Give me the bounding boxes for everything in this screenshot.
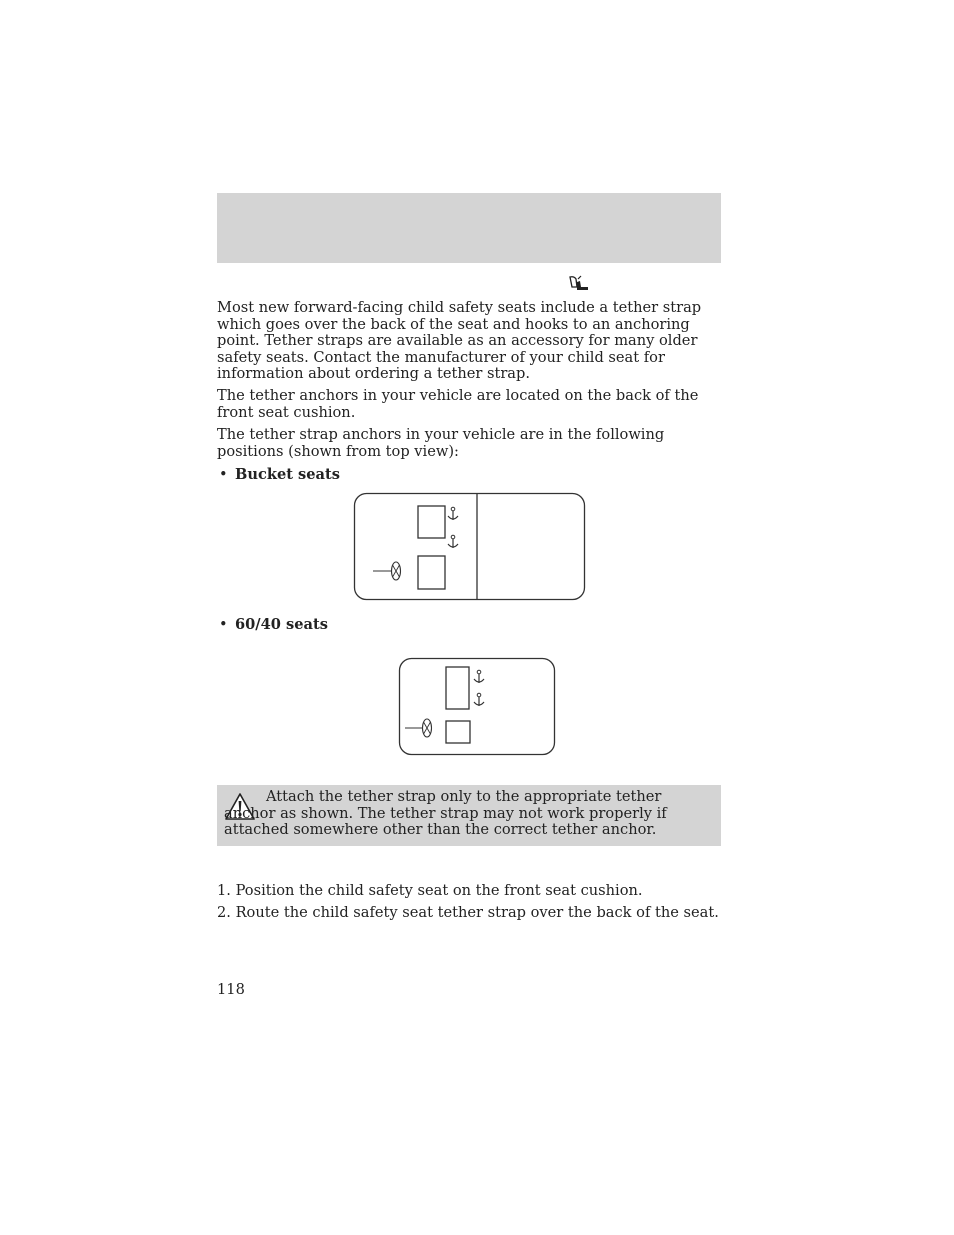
intro-paragraph: Most new forward-facing child safety seats include a tether strap which goes over the back of the seat and hooks to an anchoring point. Tether straps are available as an accessory for many older safety seats. Contact the manufacturer of your child seat for information about ordering a tether strap. [217,299,702,382]
anchor-location-paragraph: The tether anchors in your vehicle are located on the back of the front seat cushion. [217,387,699,421]
seat-left-front [418,556,445,589]
bullet-bucket-seats [219,466,340,483]
warning-text: Attach the tether strap only to the appropriate tether anchor as shown. The tether strap may not work properly if attached somewhere other than the correct tether anchor. [224,788,667,838]
child-seat-icon [568,275,590,293]
seat-left-front [446,721,470,743]
positions-paragraph: The tether strap anchors in your vehicle are in the following positions (shown from top view): [217,426,665,460]
step-2: 2. Route the child safety seat tether strap over the back of the seat. [217,904,719,921]
6040-seats-diagram [398,657,556,756]
bullet-6040-seats [219,616,328,633]
bucket-seats-diagram [353,492,587,602]
bullet-label: 60/40 seats [235,616,328,633]
seat-right-front [446,667,469,709]
header-band [217,193,721,263]
step-1: 1. Position the child safety seat on the front seat cushion. [217,882,643,899]
page-number: 118 [217,981,245,998]
warning-box [217,785,721,846]
bullet-label: Bucket seats [235,466,340,483]
bullet-glyph: • [219,466,228,483]
seat-right-front [418,506,445,538]
bullet-glyph: • [219,616,228,633]
